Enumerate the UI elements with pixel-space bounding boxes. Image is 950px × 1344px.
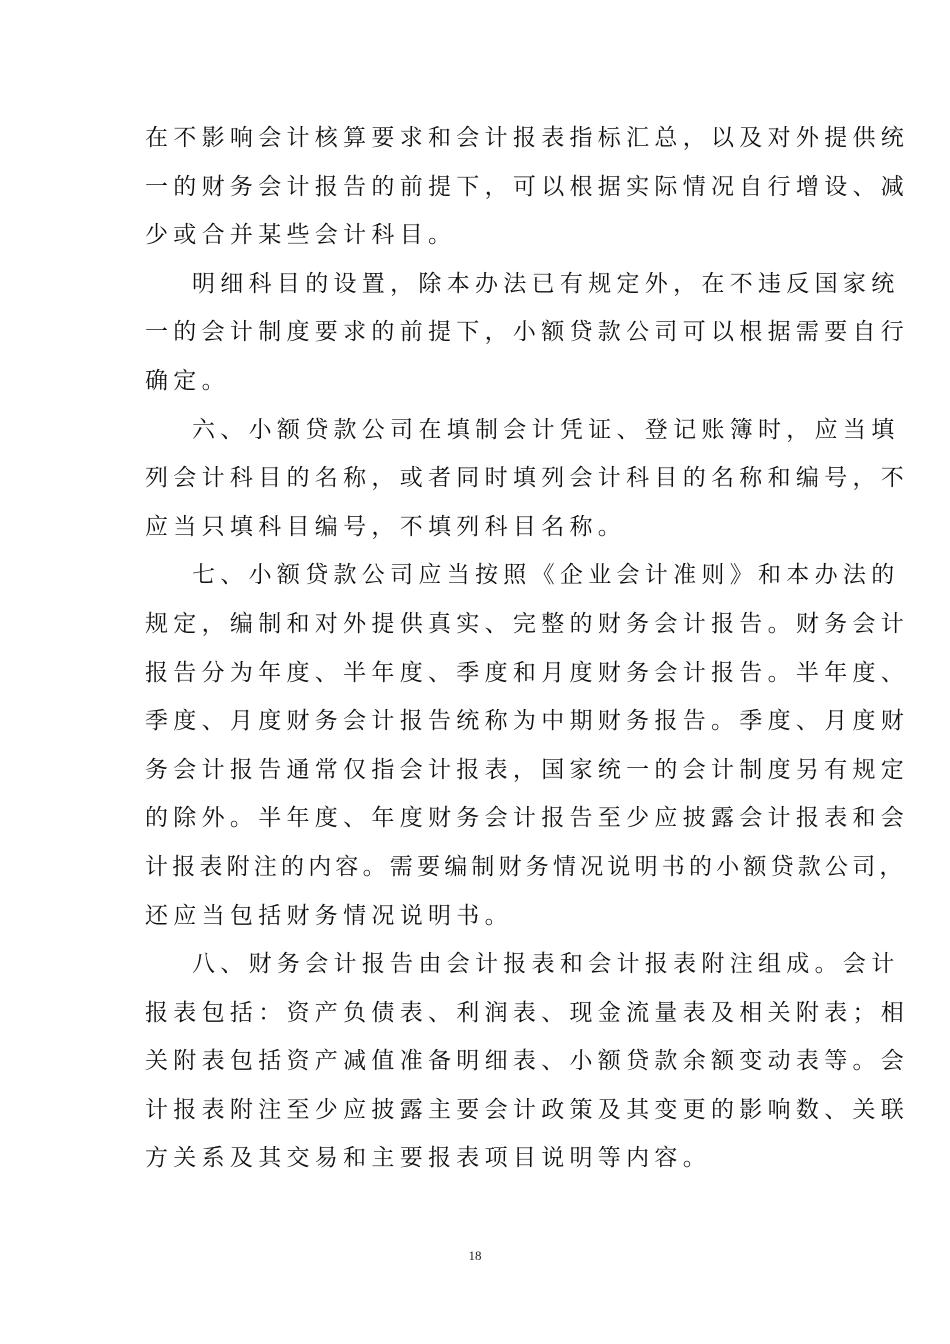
text-line: 计报表附注的内容。需要编制财务情况说明书的小额贷款公司， xyxy=(145,853,907,880)
text-line: 少或合并某些会计科目。 xyxy=(145,222,457,249)
text-line: 关附表包括资产减值准备明细表、小额贷款余额变动表等。会 xyxy=(145,1048,910,1075)
text-line: 报告分为年度、半年度、季度和月度财务会计报告。半年度、 xyxy=(145,659,910,686)
text-line: 还应当包括财务情况说明书。 xyxy=(145,902,513,929)
text-line: 应当只填科目编号，不填列科目名称。 xyxy=(145,513,627,540)
paragraph-start-line: 七、小额贷款公司应当按照《企业会计准则》和本办法的 xyxy=(192,562,900,589)
paragraph-start-line: 六、小额贷款公司在填制会计凭证、登记账簿时，应当填 xyxy=(192,416,900,443)
body-text xyxy=(145,114,910,1183)
paragraph-start-line: 八、财务会计报告由会计报表和会计报表附注组成。会计 xyxy=(192,951,900,978)
text-line: 方关系及其交易和主要报表项目说明等内容。 xyxy=(145,1145,711,1172)
text-line: 列会计科目的名称，或者同时填列会计科目的名称和编号，不 xyxy=(145,465,910,492)
text-line: 一的财务会计报告的前提下，可以根据实际情况自行增设、减 xyxy=(145,173,910,200)
text-line: 规定，编制和对外提供真实、完整的财务会计报告。财务会计 xyxy=(145,610,910,637)
text-line: 在不影响会计核算要求和会计报表指标汇总，以及对外提供统 xyxy=(145,125,910,151)
text-line: 报表包括：资产负债表、利润表、现金流量表及相关附表；相 xyxy=(145,999,910,1026)
text-line: 务会计报告通常仅指会计报表，国家统一的会计制度另有规定 xyxy=(145,756,910,783)
page-number: 18 xyxy=(468,1248,482,1263)
paragraph-start-line: 明细科目的设置，除本办法已有规定外，在不违反国家统 xyxy=(192,270,900,297)
text-line: 一的会计制度要求的前提下，小额贷款公司可以根据需要自行 xyxy=(145,319,910,346)
text-line: 计报表附注至少应披露主要会计政策及其变更的影响数、关联 xyxy=(145,1096,910,1123)
text-line: 季度、月度财务会计报告统称为中期财务报告。季度、月度财 xyxy=(145,708,910,735)
text-line: 的除外。半年度、年度财务会计报告至少应披露会计报表和会 xyxy=(145,805,910,832)
text-line: 确定。 xyxy=(145,367,230,394)
